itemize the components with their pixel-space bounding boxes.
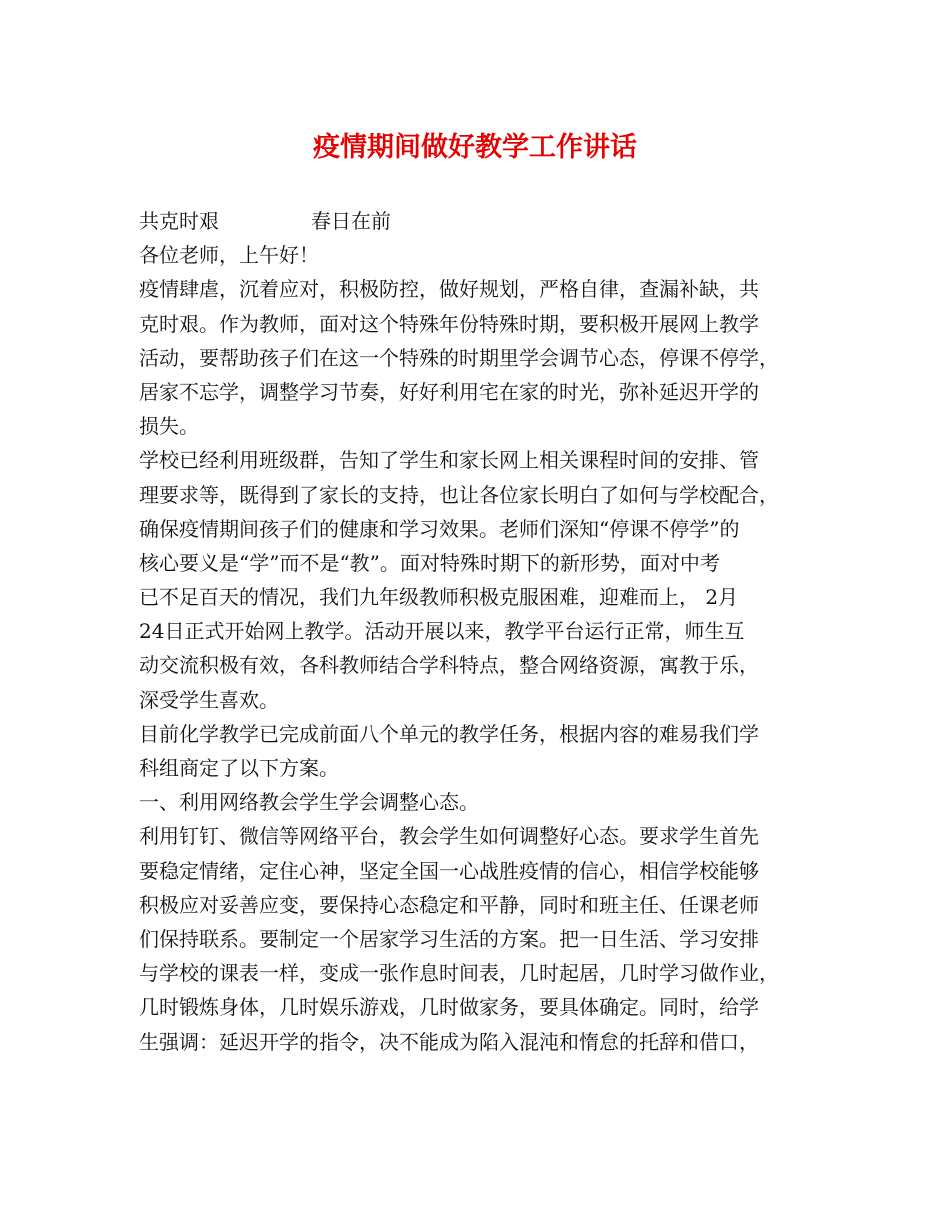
text-line: 克时艰。作为教师，面对这个特殊年份特殊时期，要积极开展网上教学: [139, 311, 759, 336]
text-line: 学校已经利用班级群，告知了学生和家长网上相关课程时间的安排、管: [139, 448, 759, 473]
text-line: 要稳定情绪，定住心神，坚定全国一心战胜疫情的信心，相信学校能够: [139, 858, 759, 883]
text-line: 生强调：延迟开学的指令，决不能成为陷入混沌和惰怠的托辞和借口，: [139, 1029, 759, 1054]
text-line: 科组商定了以下方案。: [139, 756, 339, 780]
text-line: 目前化学教学已完成前面八个单元的教学任务，根据内容的难易我们学: [139, 721, 759, 746]
text-line: 利用钉钉、微信等网络平台，教会学生如何调整好心态。要求学生首先: [139, 824, 759, 849]
subtitle-right: 春日在前: [311, 209, 391, 233]
document-body: [139, 204, 819, 1059]
subtitle-line: [139, 204, 819, 238]
text-line: 24日正式开始网上教学。活动开展以来，教学平台运行正常，师生互: [139, 619, 745, 644]
page-title: 疫情期间做好教学工作讲话: [313, 132, 637, 163]
subtitle-left: 共克时艰: [139, 209, 219, 233]
text-line: 几时锻炼身体，几时娱乐游戏，几时做家务，要具体确定。同时，给学: [139, 995, 759, 1020]
text-line: 各位老师，上午好！: [139, 243, 319, 268]
text-line: 理要求等，既得到了家长的支持，也让各位家长明白了如何与学校配合，: [139, 482, 779, 507]
text-line: 与学校的课表一样，变成一张作息时间表，几时起居，几时学习做作业，: [139, 961, 779, 986]
text-line: 积极应对妥善应变，要保持心态稳定和平静，同时和班主任、任课老师: [139, 892, 759, 917]
text-line: 深受学生喜欢。: [139, 687, 279, 712]
text-line: 居家不忘学，调整学习节奏，好好利用宅在家的时光，弥补延迟开学的: [139, 379, 759, 404]
text-line: 确保疫情期间孩子们的健康和学习效果。老师们深知“停课不停学”的: [139, 516, 740, 541]
text-line: 动交流积极有效，各科教师结合学科特点，整合网络资源，寓教于乐，: [139, 653, 759, 678]
text-line: 活动，要帮助孩子们在这一个特殊的时期里学会调节心态，停课不停学，: [139, 345, 779, 370]
text-line: 损失。: [139, 414, 199, 439]
text-line: 已不足百天的情况，我们九年级教师积极克服困难，迎难而上， 2月: [139, 585, 739, 610]
text-line: 们保持联系。要制定一个居家学习生活的方案。把一日生活、学习安排: [139, 926, 759, 951]
text-line: 一、利用网络教会学生学会调整心态。: [139, 790, 479, 815]
text-line: 疫情肆虐，沉着应对，积极防控，做好规划，严格自律，查漏补缺，共: [139, 277, 759, 302]
text-line: 核心要义是“学”而不是“教”。面对特殊时期下的新形势，面对中考: [139, 550, 720, 575]
